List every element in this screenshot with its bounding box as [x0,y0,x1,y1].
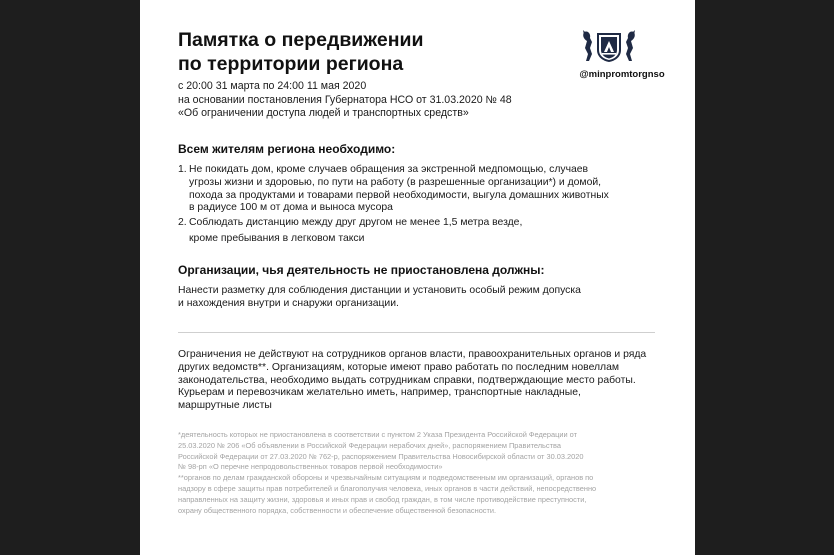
paragraph-line: Нанести разметку для соблюдения дистанции и установить особый режим допуска [178,285,581,296]
paragraph-line: маршрутные листы [178,400,272,412]
paragraph-line: Ограничения не действуют на сотрудников органов власти, правоохранительных органов и ряда [178,349,647,360]
memo-sheet [140,0,695,555]
organizations-text [178,285,656,311]
footnote-line: 25.03.2020 № 206 «Об объявлении в Российской Федерации нерабочих дней», распоряжением Правительства [178,440,561,450]
coat-of-arms-icon [580,28,638,64]
footnote-line: охрану общественного порядка, собственности и обеспечение общественной безопасности. [178,505,497,515]
meta-dates: с 20:00 31 марта по 24:00 11 мая 2020 [178,80,367,92]
title-line: по территории региона [178,53,404,75]
footnote-line: направленных на защиту жизни, здоровья и иных прав и свобод граждан, в том числе противодействие преступности, [178,494,587,504]
residents-list [178,164,648,246]
list-item [178,217,648,246]
paragraph-line: Курьерам и перевозчикам желательно иметь, например, транспортные накладные, [178,387,581,399]
exceptions-text [178,349,656,413]
meta-decree-title: «Об ограничении доступа людей и транспортных средств» [178,107,469,119]
social-handle: @minpromtorgnso [579,69,665,80]
paragraph-line: и нахождения внутри и снаружи организации. [178,297,399,309]
footnote-line: **органов по делам гражданской обороны и чрезвычайным ситуациям и подведомственным им организаций, органов по [178,473,594,483]
memo-meta [178,80,598,121]
list-item-number: 1. [178,164,187,175]
organizations-heading: Организации, чья деятельность не приостановлена должны: [178,263,545,277]
footnote-line: *деятельность которых не приостановлена в соответствии с пунктом 2 Указа Президента Российской Федерации от [178,430,578,439]
list-line: в радиусе 100 м от дома и выноса мусора [189,202,393,214]
footnote-line: надзору в сфере защиты прав потребителей и благополучия человека, иных органов в части действий, непосредственно [178,483,597,493]
footnote-line: № 98-рп «О перечне непродовольственных товаров первой необходимости» [178,462,443,472]
list-item-text [189,164,609,215]
list-line: Соблюдать дистанцию между друг другом не менее 1,5 метра везде, [189,217,523,229]
list-line: угрозы жизни и здоровью, по пути на работу (в разрешенные организации*) и домой, [189,176,602,188]
paragraph-line: законодательства, необходимо выдать сотрудникам справки, подтверждающие место работы. [178,374,636,386]
meta-basis: на основании постановления Губернатора НСО от 31.03.2020 № 48 [178,93,512,106]
section-divider [178,332,655,333]
list-item [178,164,648,215]
residents-heading: Всем жителям региона необходимо: [178,142,396,156]
paragraph-line: других ведомств**. Организациям, которые имеют право работать по последним новеллам [178,361,620,373]
list-item-text [189,217,522,246]
list-line: похода за продуктами и товарами первой необходимости, выгула домашних животных [189,189,609,201]
list-line: кроме пребывания в легковом такси [189,232,365,244]
memo-title [178,28,508,76]
footnote-line: Российской Федерации от 27.03.2020 № 762-р, распоряжением Правительства Новосибирской области от 30.03.2020 [178,451,584,461]
title-line: Памятка о передвижении [178,29,424,51]
list-line: Не покидать дом, кроме случаев обращения за экстренной медпомощью, случаев [189,164,589,175]
list-item-number: 2. [178,217,187,229]
footnotes [178,430,658,516]
